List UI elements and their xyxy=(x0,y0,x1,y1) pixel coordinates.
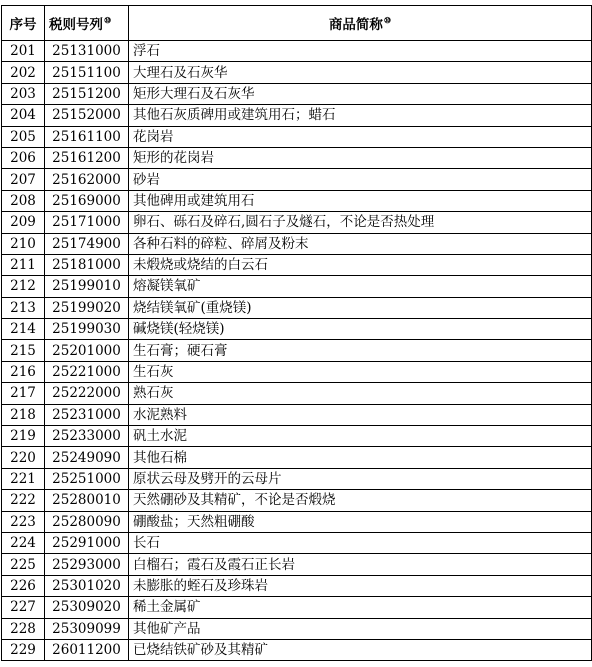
product-name-cell: 未膨胀的蛭石及珍珠岩 xyxy=(129,575,592,596)
tariff-table xyxy=(1,5,592,661)
table-row xyxy=(2,105,592,126)
footnote-marker: ⑩ xyxy=(383,15,392,25)
table-row xyxy=(2,361,592,382)
table-row xyxy=(2,554,592,575)
header-tariff-code-label: 税则号列 xyxy=(49,17,103,33)
tariff-code-cell: 25174900 xyxy=(45,233,129,254)
table-header xyxy=(2,6,592,41)
table-row xyxy=(2,618,592,639)
serial-number-cell: 210 xyxy=(2,233,45,254)
product-name-cell: 熔凝镁氧矿 xyxy=(129,276,592,297)
serial-number-cell: 217 xyxy=(2,383,45,404)
tariff-code-cell: 25171000 xyxy=(45,212,129,233)
serial-number-cell: 223 xyxy=(2,511,45,532)
table-row xyxy=(2,532,592,553)
table-row xyxy=(2,147,592,168)
footnote-marker: ⑩ xyxy=(104,15,112,25)
table-row xyxy=(2,490,592,511)
serial-number-cell: 215 xyxy=(2,340,45,361)
tariff-code-cell: 25169000 xyxy=(45,190,129,211)
product-name-cell: 原状云母及劈开的云母片 xyxy=(129,468,592,489)
serial-number-cell: 205 xyxy=(2,126,45,147)
product-name-cell: 各种石料的碎粒、碎屑及粉末 xyxy=(129,233,592,254)
table-row xyxy=(2,468,592,489)
tariff-code-cell: 25309099 xyxy=(45,618,129,639)
product-name-cell: 矾土水泥 xyxy=(129,426,592,447)
product-name-cell: 天然硼砂及其精矿，不论是否煅烧 xyxy=(129,490,592,511)
table-row xyxy=(2,340,592,361)
serial-number-cell: 227 xyxy=(2,597,45,618)
table-body xyxy=(2,41,592,661)
header-serial-number xyxy=(2,6,45,41)
product-name-cell: 水泥熟料 xyxy=(129,404,592,425)
product-name-cell: 熟石灰 xyxy=(129,383,592,404)
table-row xyxy=(2,297,592,318)
product-name-cell: 花岗岩 xyxy=(129,126,592,147)
header-serial-number-label: 序号 xyxy=(9,17,37,33)
serial-number-cell: 225 xyxy=(2,554,45,575)
tariff-code-cell: 25152000 xyxy=(45,105,129,126)
table-row xyxy=(2,511,592,532)
serial-number-cell: 201 xyxy=(2,41,45,62)
product-name-cell: 生石灰 xyxy=(129,361,592,382)
product-name-cell: 砂岩 xyxy=(129,169,592,190)
serial-number-cell: 207 xyxy=(2,169,45,190)
table-row xyxy=(2,83,592,104)
tariff-code-cell: 25151100 xyxy=(45,62,129,83)
tariff-code-cell: 25162000 xyxy=(45,169,129,190)
product-name-cell: 生石膏；硬石膏 xyxy=(129,340,592,361)
product-name-cell: 矩形大理石及石灰华 xyxy=(129,83,592,104)
serial-number-cell: 216 xyxy=(2,361,45,382)
tariff-code-cell: 25293000 xyxy=(45,554,129,575)
product-name-cell: 烧结镁氧矿(重烧镁) xyxy=(129,297,592,318)
serial-number-cell: 221 xyxy=(2,468,45,489)
serial-number-cell: 211 xyxy=(2,254,45,275)
serial-number-cell: 212 xyxy=(2,276,45,297)
serial-number-cell: 229 xyxy=(2,639,45,660)
serial-number-cell: 209 xyxy=(2,212,45,233)
serial-number-cell: 224 xyxy=(2,532,45,553)
header-product-name-label: 商品简称 xyxy=(328,17,383,33)
tariff-code-cell: 25249090 xyxy=(45,447,129,468)
tariff-code-cell: 25291000 xyxy=(45,532,129,553)
table-row xyxy=(2,383,592,404)
table-row xyxy=(2,233,592,254)
product-name-cell: 卵石、砾石及碎石,圆石子及燧石，不论是否热处理 xyxy=(129,212,592,233)
tariff-code-cell: 25199010 xyxy=(45,276,129,297)
tariff-code-cell: 25151200 xyxy=(45,83,129,104)
tariff-code-cell: 25280010 xyxy=(45,490,129,511)
serial-number-cell: 213 xyxy=(2,297,45,318)
product-name-cell: 长石 xyxy=(129,532,592,553)
table-row xyxy=(2,447,592,468)
table-row xyxy=(2,639,592,660)
serial-number-cell: 214 xyxy=(2,319,45,340)
serial-number-cell: 226 xyxy=(2,575,45,596)
tariff-code-cell: 25231000 xyxy=(45,404,129,425)
tariff-code-cell: 25280090 xyxy=(45,511,129,532)
product-name-cell: 已烧结铁矿砂及其精矿 xyxy=(129,639,592,660)
tariff-code-cell: 25199020 xyxy=(45,297,129,318)
tariff-code-cell: 25301020 xyxy=(45,575,129,596)
table-row xyxy=(2,126,592,147)
product-name-cell: 稀土金属矿 xyxy=(129,597,592,618)
tariff-code-cell: 25221000 xyxy=(45,361,129,382)
product-name-cell: 浮石 xyxy=(129,41,592,62)
product-name-cell: 其他矿产品 xyxy=(129,618,592,639)
table-row xyxy=(2,169,592,190)
table-row xyxy=(2,62,592,83)
tariff-code-cell: 25181000 xyxy=(45,254,129,275)
table-row xyxy=(2,212,592,233)
product-name-cell: 其他石棉 xyxy=(129,447,592,468)
serial-number-cell: 218 xyxy=(2,404,45,425)
tariff-code-cell: 25161200 xyxy=(45,147,129,168)
serial-number-cell: 202 xyxy=(2,62,45,83)
tariff-code-cell: 25222000 xyxy=(45,383,129,404)
table-row xyxy=(2,41,592,62)
tariff-code-cell: 25309020 xyxy=(45,597,129,618)
product-name-cell: 硼酸盐；天然粗硼酸 xyxy=(129,511,592,532)
tariff-code-cell: 26011200 xyxy=(45,639,129,660)
serial-number-cell: 204 xyxy=(2,105,45,126)
serial-number-cell: 228 xyxy=(2,618,45,639)
tariff-code-cell: 25161100 xyxy=(45,126,129,147)
product-name-cell: 碱烧镁(轻烧镁) xyxy=(129,319,592,340)
tariff-code-cell: 25201000 xyxy=(45,340,129,361)
table-row xyxy=(2,597,592,618)
serial-number-cell: 206 xyxy=(2,147,45,168)
table-row xyxy=(2,254,592,275)
header-tariff-code xyxy=(45,6,129,41)
tariff-code-cell: 25233000 xyxy=(45,426,129,447)
tariff-code-cell: 25131000 xyxy=(45,41,129,62)
product-name-cell: 矩形的花岗岩 xyxy=(129,147,592,168)
serial-number-cell: 203 xyxy=(2,83,45,104)
serial-number-cell: 222 xyxy=(2,490,45,511)
product-name-cell: 白榴石；霞石及霞石正长岩 xyxy=(129,554,592,575)
serial-number-cell: 220 xyxy=(2,447,45,468)
product-name-cell: 未煅烧或烧结的白云石 xyxy=(129,254,592,275)
serial-number-cell: 208 xyxy=(2,190,45,211)
tariff-code-cell: 25199030 xyxy=(45,319,129,340)
product-name-cell: 其他碑用或建筑用石 xyxy=(129,190,592,211)
header-product-name xyxy=(129,6,592,41)
tariff-code-cell: 25251000 xyxy=(45,468,129,489)
header-row xyxy=(2,6,592,41)
table-row xyxy=(2,319,592,340)
product-name-cell: 其他石灰质碑用或建筑用石；蜡石 xyxy=(129,105,592,126)
table-row xyxy=(2,276,592,297)
table-row xyxy=(2,426,592,447)
serial-number-cell: 219 xyxy=(2,426,45,447)
product-name-cell: 大理石及石灰华 xyxy=(129,62,592,83)
table-row xyxy=(2,190,592,211)
table-row xyxy=(2,575,592,596)
table-row xyxy=(2,404,592,425)
